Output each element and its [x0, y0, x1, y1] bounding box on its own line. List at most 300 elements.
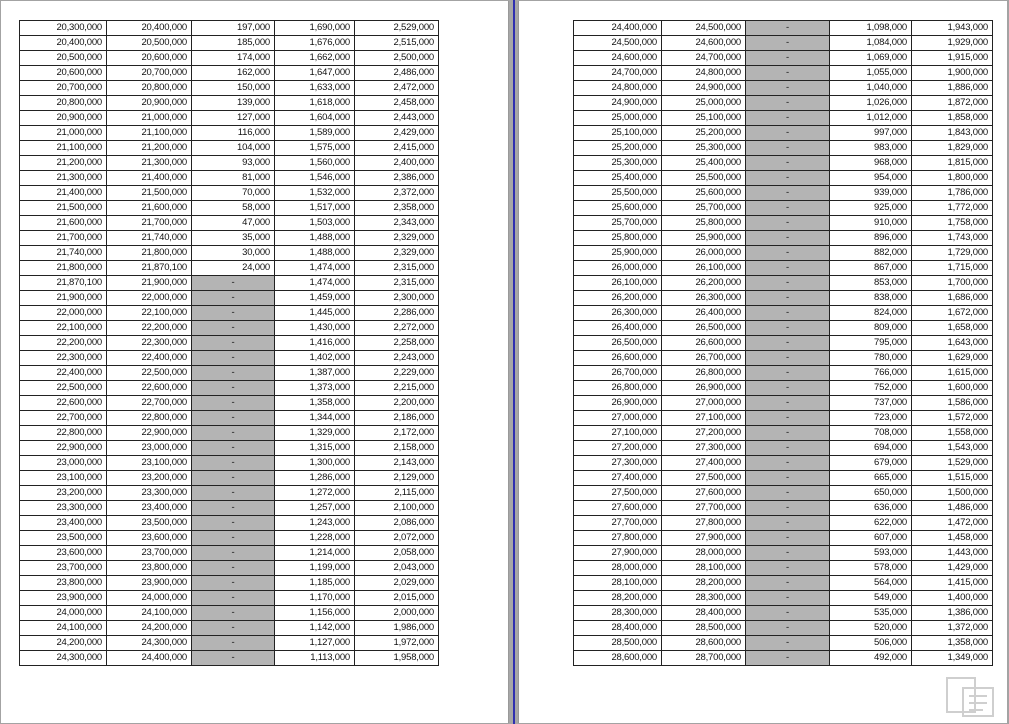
table-cell: -: [192, 651, 275, 666]
table-row: [20, 66, 439, 81]
table-cell: 28,400,000: [662, 606, 746, 621]
table-cell: 25,500,000: [662, 171, 746, 186]
table-cell: 23,600,000: [107, 531, 192, 546]
table-cell: 23,700,000: [20, 561, 107, 576]
table-cell: -: [192, 486, 275, 501]
table-cell: -: [746, 231, 830, 246]
table-cell: 23,600,000: [20, 546, 107, 561]
table-row: [574, 531, 993, 546]
table-cell: 22,600,000: [107, 381, 192, 396]
table-row: [20, 261, 439, 276]
table-cell: -: [746, 81, 830, 96]
table-cell: 2,143,000: [355, 456, 439, 471]
table-cell: 622,000: [830, 516, 912, 531]
table-cell: 1,486,000: [912, 501, 993, 516]
table-cell: -: [746, 561, 830, 576]
table-cell: 23,200,000: [107, 471, 192, 486]
table-cell: 2,472,000: [355, 81, 439, 96]
table-cell: 1,488,000: [275, 246, 355, 261]
table-cell: 26,900,000: [574, 396, 662, 411]
table-cell: -: [746, 441, 830, 456]
table-row: [574, 126, 993, 141]
table-cell: 21,300,000: [107, 156, 192, 171]
table-row: [574, 366, 993, 381]
table-cell: 1,604,000: [275, 111, 355, 126]
table-cell: 1,662,000: [275, 51, 355, 66]
table-row: [574, 156, 993, 171]
table-cell: 27,000,000: [574, 411, 662, 426]
table-row: [20, 546, 439, 561]
table-cell: 20,900,000: [107, 96, 192, 111]
table-row: [574, 441, 993, 456]
table-cell: -: [746, 261, 830, 276]
table-cell: 24,300,000: [20, 651, 107, 666]
table-cell: 23,900,000: [107, 576, 192, 591]
table-cell: 1,586,000: [912, 396, 993, 411]
table-cell: 104,000: [192, 141, 275, 156]
table-cell: 26,700,000: [574, 366, 662, 381]
table-cell: 22,700,000: [107, 396, 192, 411]
table-row: [574, 456, 993, 471]
table-cell: 27,300,000: [574, 456, 662, 471]
table-cell: 25,600,000: [574, 201, 662, 216]
table-cell: -: [746, 336, 830, 351]
table-cell: 21,300,000: [20, 171, 107, 186]
table-row: [20, 51, 439, 66]
table-cell: 21,800,000: [20, 261, 107, 276]
document-watermark-icon: [943, 676, 999, 720]
table-cell: 22,500,000: [107, 366, 192, 381]
table-cell: 25,100,000: [662, 111, 746, 126]
table-row: [20, 21, 439, 36]
table-cell: 28,000,000: [574, 561, 662, 576]
table-cell: 809,000: [830, 321, 912, 336]
table-row: [20, 486, 439, 501]
table-cell: 593,000: [830, 546, 912, 561]
table-cell: 2,200,000: [355, 396, 439, 411]
table-cell: -: [746, 201, 830, 216]
table-row: [20, 306, 439, 321]
table-cell: 25,100,000: [574, 126, 662, 141]
table-cell: 27,400,000: [662, 456, 746, 471]
table-cell: 21,700,000: [20, 231, 107, 246]
table-cell: 28,100,000: [574, 576, 662, 591]
table-cell: 26,500,000: [662, 321, 746, 336]
table-cell: 2,243,000: [355, 351, 439, 366]
table-row: [574, 291, 993, 306]
table-cell: 22,300,000: [107, 336, 192, 351]
table-cell: 1,843,000: [912, 126, 993, 141]
table-cell: 2,400,000: [355, 156, 439, 171]
table-cell: 20,800,000: [107, 81, 192, 96]
table-cell: 1,387,000: [275, 366, 355, 381]
table-cell: 1,156,000: [275, 606, 355, 621]
table-cell: -: [746, 51, 830, 66]
table-cell: 1,127,000: [275, 636, 355, 651]
table-cell: 997,000: [830, 126, 912, 141]
table-row: [20, 216, 439, 231]
table-cell: -: [746, 606, 830, 621]
table-cell: 1,575,000: [275, 141, 355, 156]
table-row: [20, 186, 439, 201]
table-cell: 21,200,000: [20, 156, 107, 171]
table-cell: 139,000: [192, 96, 275, 111]
table-cell: 28,500,000: [662, 621, 746, 636]
table-cell: 21,740,000: [107, 231, 192, 246]
table-cell: 197,000: [192, 21, 275, 36]
table-cell: -: [192, 531, 275, 546]
table-cell: 26,400,000: [574, 321, 662, 336]
table-cell: 1,829,000: [912, 141, 993, 156]
table-row: [20, 336, 439, 351]
table-cell: 2,058,000: [355, 546, 439, 561]
table-row: [20, 501, 439, 516]
table-cell: 2,158,000: [355, 441, 439, 456]
table-cell: 968,000: [830, 156, 912, 171]
table-cell: 2,043,000: [355, 561, 439, 576]
table-cell: 24,000: [192, 261, 275, 276]
table-row: [574, 36, 993, 51]
table-cell: 27,100,000: [662, 411, 746, 426]
table-cell: 752,000: [830, 381, 912, 396]
table-cell: 26,100,000: [662, 261, 746, 276]
table-cell: 23,700,000: [107, 546, 192, 561]
table-cell: 21,100,000: [107, 126, 192, 141]
table-cell: 2,515,000: [355, 36, 439, 51]
table-cell: 21,200,000: [107, 141, 192, 156]
table-cell: 20,500,000: [20, 51, 107, 66]
table-cell: 26,700,000: [662, 351, 746, 366]
table-cell: 22,800,000: [20, 426, 107, 441]
table-cell: 1,098,000: [830, 21, 912, 36]
table-cell: 30,000: [192, 246, 275, 261]
table-cell: 185,000: [192, 36, 275, 51]
table-cell: 22,400,000: [20, 366, 107, 381]
table-cell: 23,900,000: [20, 591, 107, 606]
table-cell: 1,872,000: [912, 96, 993, 111]
table-cell: 1,503,000: [275, 216, 355, 231]
table-row: [20, 276, 439, 291]
table-cell: 708,000: [830, 426, 912, 441]
page-separator[interactable]: [513, 0, 515, 724]
table-cell: 25,300,000: [662, 141, 746, 156]
table-cell: 28,300,000: [574, 606, 662, 621]
table-cell: 28,600,000: [574, 651, 662, 666]
table-row: [20, 141, 439, 156]
table-cell: 27,000,000: [662, 396, 746, 411]
table-cell: -: [192, 291, 275, 306]
table-cell: 24,500,000: [662, 21, 746, 36]
table-cell: 21,740,000: [20, 246, 107, 261]
table-cell: 21,900,000: [107, 276, 192, 291]
table-row: [574, 261, 993, 276]
table-cell: 1,228,000: [275, 531, 355, 546]
table-row: [574, 66, 993, 81]
table-row: [20, 471, 439, 486]
table-cell: -: [746, 291, 830, 306]
table-cell: -: [192, 561, 275, 576]
table-cell: 1,543,000: [912, 441, 993, 456]
table-cell: 21,700,000: [107, 216, 192, 231]
table-row: [20, 111, 439, 126]
table-row: [574, 591, 993, 606]
table-cell: 2,415,000: [355, 141, 439, 156]
table-cell: 25,000,000: [662, 96, 746, 111]
table-cell: 25,000,000: [574, 111, 662, 126]
table-cell: -: [192, 516, 275, 531]
table-cell: 24,100,000: [107, 606, 192, 621]
table-cell: 780,000: [830, 351, 912, 366]
table-cell: 26,600,000: [662, 336, 746, 351]
table-cell: 1,055,000: [830, 66, 912, 81]
table-cell: 1,515,000: [912, 471, 993, 486]
table-cell: 20,600,000: [107, 51, 192, 66]
table-cell: -: [746, 411, 830, 426]
page-left: [1, 1, 509, 723]
table-row: [574, 186, 993, 201]
table-cell: -: [746, 621, 830, 636]
table-cell: 20,500,000: [107, 36, 192, 51]
table-row: [574, 561, 993, 576]
table-cell: -: [746, 156, 830, 171]
table-cell: 23,200,000: [20, 486, 107, 501]
table-cell: -: [192, 306, 275, 321]
table-cell: 1,199,000: [275, 561, 355, 576]
table-row: [574, 396, 993, 411]
table-cell: 1,658,000: [912, 321, 993, 336]
table-cell: 24,900,000: [662, 81, 746, 96]
table-cell: 70,000: [192, 186, 275, 201]
table-cell: 22,900,000: [20, 441, 107, 456]
table-cell: 22,700,000: [20, 411, 107, 426]
table-cell: 28,500,000: [574, 636, 662, 651]
table-cell: 650,000: [830, 486, 912, 501]
table-cell: 20,800,000: [20, 96, 107, 111]
table-row: [20, 156, 439, 171]
table-cell: 896,000: [830, 231, 912, 246]
table-cell: 2,229,000: [355, 366, 439, 381]
table-cell: 26,000,000: [574, 261, 662, 276]
table-row: [20, 201, 439, 216]
table-cell: 22,400,000: [107, 351, 192, 366]
table-cell: 2,315,000: [355, 261, 439, 276]
table-row: [574, 306, 993, 321]
table-cell: -: [746, 111, 830, 126]
table-cell: 1,084,000: [830, 36, 912, 51]
table-cell: 24,400,000: [574, 21, 662, 36]
table-row: [20, 516, 439, 531]
table-cell: 2,443,000: [355, 111, 439, 126]
table-cell: 1,743,000: [912, 231, 993, 246]
table-cell: -: [192, 576, 275, 591]
table-cell: 26,400,000: [662, 306, 746, 321]
table-row: [574, 81, 993, 96]
table-cell: -: [192, 441, 275, 456]
table-cell: 1,629,000: [912, 351, 993, 366]
table-cell: -: [746, 531, 830, 546]
table-cell: 2,172,000: [355, 426, 439, 441]
table-cell: 21,870,100: [20, 276, 107, 291]
table-cell: -: [746, 36, 830, 51]
table-cell: 1,532,000: [275, 186, 355, 201]
table-cell: 2,486,000: [355, 66, 439, 81]
table-cell: 1,472,000: [912, 516, 993, 531]
table-row: [574, 501, 993, 516]
table-cell: 150,000: [192, 81, 275, 96]
table-cell: 24,600,000: [662, 36, 746, 51]
table-cell: 27,700,000: [574, 516, 662, 531]
table-cell: 2,500,000: [355, 51, 439, 66]
table-cell: -: [192, 411, 275, 426]
table-row: [20, 591, 439, 606]
table-cell: 2,429,000: [355, 126, 439, 141]
table-cell: 174,000: [192, 51, 275, 66]
table-cell: 1,430,000: [275, 321, 355, 336]
table-cell: 28,200,000: [662, 576, 746, 591]
table-cell: -: [746, 636, 830, 651]
table-cell: 2,329,000: [355, 246, 439, 261]
table-cell: 2,272,000: [355, 321, 439, 336]
table-cell: -: [192, 636, 275, 651]
table-cell: 1,786,000: [912, 186, 993, 201]
table-cell: 2,286,000: [355, 306, 439, 321]
table-cell: -: [746, 426, 830, 441]
table-cell: 28,300,000: [662, 591, 746, 606]
table-cell: -: [192, 606, 275, 621]
table-cell: 1,647,000: [275, 66, 355, 81]
table-cell: -: [746, 381, 830, 396]
table-cell: 20,400,000: [20, 36, 107, 51]
table-cell: 1,500,000: [912, 486, 993, 501]
table-cell: 23,300,000: [20, 501, 107, 516]
table-cell: 21,400,000: [107, 171, 192, 186]
table-cell: 25,700,000: [662, 201, 746, 216]
table-cell: 26,500,000: [574, 336, 662, 351]
table-cell: -: [746, 501, 830, 516]
table-cell: -: [746, 576, 830, 591]
table-cell: 1,315,000: [275, 441, 355, 456]
table-cell: 1,214,000: [275, 546, 355, 561]
table-cell: 1,572,000: [912, 411, 993, 426]
table-cell: 24,800,000: [662, 66, 746, 81]
table-cell: 1,558,000: [912, 426, 993, 441]
table-cell: 28,200,000: [574, 591, 662, 606]
table-row: [20, 231, 439, 246]
table-cell: 1,300,000: [275, 456, 355, 471]
table-cell: 636,000: [830, 501, 912, 516]
table-cell: 1,286,000: [275, 471, 355, 486]
table-cell: 1,358,000: [275, 396, 355, 411]
table-cell: 28,400,000: [574, 621, 662, 636]
table-cell: 1,858,000: [912, 111, 993, 126]
table-cell: 27,600,000: [662, 486, 746, 501]
table-cell: 1,445,000: [275, 306, 355, 321]
table-cell: 1,618,000: [275, 96, 355, 111]
table-cell: 23,500,000: [20, 531, 107, 546]
table-cell: 549,000: [830, 591, 912, 606]
table-cell: 2,315,000: [355, 276, 439, 291]
table-cell: 2,358,000: [355, 201, 439, 216]
table-cell: 1,459,000: [275, 291, 355, 306]
table-cell: 925,000: [830, 201, 912, 216]
table-cell: 24,100,000: [20, 621, 107, 636]
table-cell: 2,343,000: [355, 216, 439, 231]
table-row: [574, 516, 993, 531]
table-cell: 766,000: [830, 366, 912, 381]
table-cell: 20,300,000: [20, 21, 107, 36]
table-cell: -: [746, 456, 830, 471]
table-cell: 23,000,000: [107, 441, 192, 456]
table-cell: 25,300,000: [574, 156, 662, 171]
table-cell: 23,400,000: [20, 516, 107, 531]
table-cell: -: [746, 351, 830, 366]
table-cell: 1,986,000: [355, 621, 439, 636]
table-cell: 607,000: [830, 531, 912, 546]
table-cell: 1,815,000: [912, 156, 993, 171]
table-cell: 795,000: [830, 336, 912, 351]
table-cell: 983,000: [830, 141, 912, 156]
table-cell: 21,000,000: [107, 111, 192, 126]
table-row: [20, 576, 439, 591]
table-cell: 23,300,000: [107, 486, 192, 501]
page-right: [518, 1, 1007, 723]
table-cell: 1,643,000: [912, 336, 993, 351]
table-cell: -: [192, 621, 275, 636]
table-row: [20, 651, 439, 666]
table-cell: 1,886,000: [912, 81, 993, 96]
table-cell: 1,458,000: [912, 531, 993, 546]
table-cell: -: [746, 546, 830, 561]
table-cell: 1,113,000: [275, 651, 355, 666]
table-cell: 492,000: [830, 651, 912, 666]
table-cell: -: [746, 246, 830, 261]
table-cell: 22,000,000: [107, 291, 192, 306]
table-cell: 28,000,000: [662, 546, 746, 561]
table-cell: 26,900,000: [662, 381, 746, 396]
table-cell: 25,200,000: [574, 141, 662, 156]
table-cell: 1,474,000: [275, 261, 355, 276]
table-cell: 28,700,000: [662, 651, 746, 666]
table-cell: 20,600,000: [20, 66, 107, 81]
table-cell: -: [746, 591, 830, 606]
table-cell: -: [192, 501, 275, 516]
table-cell: 1,358,000: [912, 636, 993, 651]
table-cell: 1,372,000: [912, 621, 993, 636]
table-cell: -: [746, 486, 830, 501]
table-cell: -: [746, 396, 830, 411]
table-cell: 1,386,000: [912, 606, 993, 621]
table-row: [574, 576, 993, 591]
table-cell: 24,700,000: [574, 66, 662, 81]
table-cell: 26,000,000: [662, 246, 746, 261]
table-cell: 1,972,000: [355, 636, 439, 651]
table-cell: 2,329,000: [355, 231, 439, 246]
table-cell: 25,400,000: [574, 171, 662, 186]
table-row: [20, 366, 439, 381]
table-cell: 506,000: [830, 636, 912, 651]
table-cell: 1,488,000: [275, 231, 355, 246]
table-cell: 1,170,000: [275, 591, 355, 606]
table-cell: 939,000: [830, 186, 912, 201]
table-cell: 27,200,000: [574, 441, 662, 456]
table-cell: 23,100,000: [107, 456, 192, 471]
table-cell: 21,500,000: [107, 186, 192, 201]
table-row: [574, 111, 993, 126]
table-cell: 21,100,000: [20, 141, 107, 156]
table-row: [20, 81, 439, 96]
table-cell: 58,000: [192, 201, 275, 216]
table-cell: 20,700,000: [20, 81, 107, 96]
